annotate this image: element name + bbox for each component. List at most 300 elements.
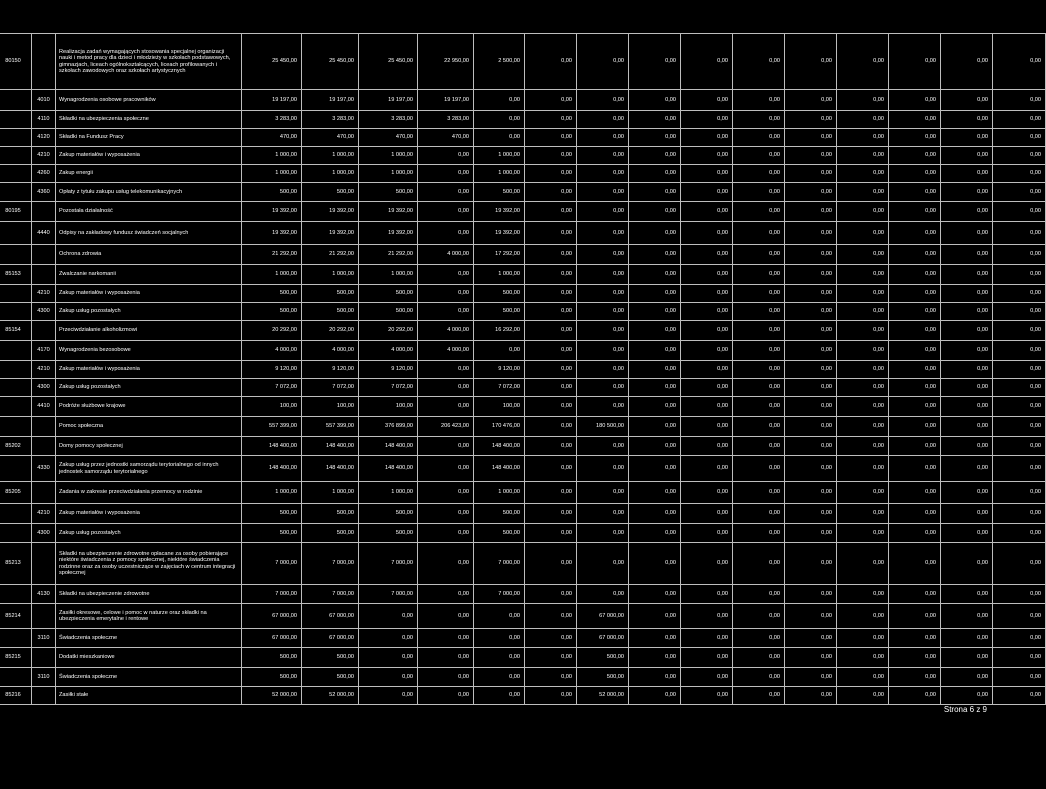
amount-cell: 0,00 [577,361,629,379]
amount-cell: 0,00 [993,222,1046,245]
amount-cell: 0,00 [837,265,889,285]
amount-cell: 0,00 [629,456,681,482]
amount-cell: 0,00 [733,245,785,265]
section-code-cell [0,222,32,245]
amount-cell: 9 120,00 [359,361,418,379]
amount-cell: 25 450,00 [302,34,359,90]
table-row [0,397,1046,417]
amount-cell: 19 197,00 [418,90,474,111]
amount-cell: 0,00 [837,202,889,222]
section-code-cell: 80195 [0,202,32,222]
table-row [0,183,1046,202]
amount-cell: 0,00 [681,202,733,222]
amount-cell: 470,00 [418,129,474,147]
amount-cell: 0,00 [785,648,837,668]
amount-cell: 0,00 [525,397,577,417]
amount-cell: 0,00 [629,222,681,245]
amount-cell: 0,00 [837,361,889,379]
amount-cell: 0,00 [941,202,993,222]
amount-cell: 0,00 [733,147,785,165]
amount-cell: 4 000,00 [418,341,474,361]
amount-cell: 0,00 [785,585,837,604]
amount-cell: 7 072,00 [474,379,525,397]
amount-cell: 0,00 [629,111,681,129]
amount-cell: 0,00 [418,183,474,202]
amount-cell: 0,00 [418,648,474,668]
amount-cell: 0,00 [733,585,785,604]
amount-cell: 0,00 [941,379,993,397]
amount-cell: 3 283,00 [302,111,359,129]
amount-cell: 0,00 [359,687,418,705]
amount-cell: 0,00 [889,34,941,90]
amount-cell: 0,00 [629,543,681,585]
amount-cell: 0,00 [889,456,941,482]
amount-cell: 0,00 [418,504,474,524]
amount-cell: 67 000,00 [302,629,359,648]
amount-cell: 0,00 [889,687,941,705]
amount-cell: 0,00 [837,147,889,165]
amount-cell: 19 197,00 [242,90,302,111]
table-row [0,129,1046,147]
amount-cell: 1 000,00 [302,265,359,285]
amount-cell: 21 292,00 [242,245,302,265]
amount-cell: 0,00 [681,437,733,456]
table-row [0,90,1046,111]
amount-cell: 0,00 [993,524,1046,543]
section-code-cell: 85202 [0,437,32,456]
amount-cell: 0,00 [474,604,525,629]
amount-cell: 0,00 [359,668,418,687]
table-row [0,321,1046,341]
amount-cell: 0,00 [733,321,785,341]
amount-cell: 0,00 [577,202,629,222]
description-cell: Zasiłki stałe [56,687,242,705]
amount-cell: 0,00 [889,482,941,504]
amount-cell: 100,00 [474,397,525,417]
section-code-cell [0,111,32,129]
amount-cell: 67 000,00 [577,629,629,648]
amount-cell: 0,00 [941,303,993,321]
amount-cell: 0,00 [941,648,993,668]
amount-cell: 0,00 [629,504,681,524]
table-row [0,668,1046,687]
amount-cell: 0,00 [418,543,474,585]
amount-cell: 0,00 [418,202,474,222]
amount-cell: 0,00 [785,202,837,222]
amount-cell: 0,00 [577,585,629,604]
amount-cell: 470,00 [302,129,359,147]
amount-cell: 0,00 [733,397,785,417]
section-code-cell [0,183,32,202]
amount-cell: 0,00 [785,303,837,321]
amount-cell: 100,00 [302,397,359,417]
amount-cell: 0,00 [941,604,993,629]
amount-cell: 0,00 [629,129,681,147]
paragraph-code-cell: 4210 [32,147,56,165]
amount-cell: 0,00 [681,34,733,90]
amount-cell: 148 400,00 [359,456,418,482]
amount-cell: 0,00 [941,265,993,285]
amount-cell: 0,00 [785,456,837,482]
amount-cell: 0,00 [837,90,889,111]
paragraph-code-cell: 4300 [32,303,56,321]
amount-cell: 0,00 [577,524,629,543]
description-cell: Domy pomocy społecznej [56,437,242,456]
amount-cell: 0,00 [577,543,629,585]
amount-cell: 0,00 [837,648,889,668]
amount-cell: 0,00 [681,341,733,361]
amount-cell: 0,00 [525,222,577,245]
amount-cell: 17 292,00 [474,245,525,265]
section-code-cell [0,456,32,482]
amount-cell: 0,00 [629,524,681,543]
amount-cell: 470,00 [242,129,302,147]
description-cell: Zakup energii [56,165,242,183]
amount-cell: 0,00 [941,543,993,585]
table-row [0,524,1046,543]
amount-cell: 0,00 [418,285,474,303]
amount-cell: 148 400,00 [302,437,359,456]
amount-cell: 0,00 [941,524,993,543]
amount-cell: 0,00 [681,379,733,397]
description-cell: Zakup usług pozostałych [56,524,242,543]
amount-cell: 0,00 [681,397,733,417]
amount-cell: 0,00 [359,604,418,629]
amount-cell: 0,00 [837,504,889,524]
amount-cell: 0,00 [733,361,785,379]
amount-cell: 0,00 [681,629,733,648]
amount-cell: 1 000,00 [359,265,418,285]
amount-cell: 0,00 [629,341,681,361]
amount-cell: 0,00 [941,183,993,202]
amount-cell: 0,00 [993,111,1046,129]
amount-cell: 500,00 [474,183,525,202]
amount-cell: 0,00 [941,245,993,265]
section-code-cell [0,417,32,437]
section-code-cell [0,303,32,321]
amount-cell: 0,00 [889,629,941,648]
amount-cell: 9 120,00 [242,361,302,379]
amount-cell: 19 392,00 [242,222,302,245]
section-code-cell: 85153 [0,265,32,285]
amount-cell: 0,00 [941,397,993,417]
paragraph-code-cell: 4130 [32,585,56,604]
amount-cell: 0,00 [577,90,629,111]
amount-cell: 0,00 [837,111,889,129]
description-cell: Zakup usług przez jednostki samorządu terytorialnego od innych jednostek samorządu terytorialnego [56,456,242,482]
amount-cell: 500,00 [242,648,302,668]
section-code-cell [0,524,32,543]
amount-cell: 0,00 [941,456,993,482]
amount-cell: 0,00 [837,543,889,585]
amount-cell: 500,00 [302,648,359,668]
amount-cell: 0,00 [525,361,577,379]
amount-cell: 0,00 [941,668,993,687]
amount-cell: 0,00 [837,321,889,341]
amount-cell: 52 000,00 [302,687,359,705]
amount-cell: 52 000,00 [577,687,629,705]
section-code-cell [0,397,32,417]
amount-cell: 0,00 [474,687,525,705]
amount-cell: 0,00 [889,147,941,165]
table-row [0,585,1046,604]
amount-cell: 0,00 [889,668,941,687]
amount-cell: 0,00 [733,417,785,437]
description-cell: Odpisy na zakładowy fundusz świadczeń socjalnych [56,222,242,245]
paragraph-code-cell: 4410 [32,397,56,417]
amount-cell: 0,00 [733,285,785,303]
amount-cell: 0,00 [889,437,941,456]
amount-cell: 0,00 [837,524,889,543]
amount-cell: 0,00 [681,90,733,111]
amount-cell: 500,00 [242,285,302,303]
description-cell: Zakup materiałów i wyposażenia [56,361,242,379]
section-code-cell [0,585,32,604]
amount-cell: 9 120,00 [474,361,525,379]
amount-cell: 0,00 [785,437,837,456]
amount-cell: 500,00 [474,524,525,543]
amount-cell: 0,00 [993,543,1046,585]
page-number: Strona 6 z 9 [943,705,987,714]
amount-cell: 0,00 [733,90,785,111]
amount-cell: 0,00 [837,34,889,90]
amount-cell: 0,00 [889,202,941,222]
amount-cell: 0,00 [733,202,785,222]
amount-cell: 0,00 [733,111,785,129]
description-cell: Pozostała działalność [56,202,242,222]
amount-cell: 0,00 [418,604,474,629]
amount-cell: 0,00 [733,668,785,687]
table-row [0,341,1046,361]
table-row [0,222,1046,245]
table-row [0,379,1046,397]
amount-cell: 0,00 [629,687,681,705]
amount-cell: 0,00 [681,147,733,165]
table-row [0,604,1046,629]
amount-cell: 0,00 [681,524,733,543]
amount-cell: 0,00 [889,90,941,111]
paragraph-code-cell [32,437,56,456]
amount-cell: 7 000,00 [242,543,302,585]
description-cell: Wynagrodzenia bezosobowe [56,341,242,361]
amount-cell: 0,00 [525,543,577,585]
amount-cell: 0,00 [733,504,785,524]
amount-cell: 0,00 [681,129,733,147]
amount-cell: 0,00 [993,183,1046,202]
amount-cell: 0,00 [785,504,837,524]
amount-cell: 0,00 [681,668,733,687]
amount-cell: 19 392,00 [302,202,359,222]
amount-cell: 0,00 [577,397,629,417]
amount-cell: 0,00 [889,183,941,202]
amount-cell: 0,00 [418,265,474,285]
amount-cell: 0,00 [474,341,525,361]
paragraph-code-cell: 4170 [32,341,56,361]
amount-cell: 1 000,00 [242,482,302,504]
amount-cell: 0,00 [993,668,1046,687]
amount-cell: 0,00 [785,111,837,129]
table-row [0,111,1046,129]
amount-cell: 0,00 [681,265,733,285]
amount-cell: 0,00 [941,285,993,303]
amount-cell: 19 392,00 [302,222,359,245]
amount-cell: 0,00 [785,417,837,437]
amount-cell: 0,00 [889,361,941,379]
amount-cell: 0,00 [889,303,941,321]
amount-cell: 20 292,00 [242,321,302,341]
amount-cell: 0,00 [889,543,941,585]
amount-cell: 0,00 [837,165,889,183]
amount-cell: 0,00 [733,129,785,147]
amount-cell: 0,00 [474,111,525,129]
amount-cell: 0,00 [889,265,941,285]
amount-cell: 0,00 [525,147,577,165]
amount-cell: 0,00 [993,648,1046,668]
amount-cell: 0,00 [733,341,785,361]
amount-cell: 0,00 [629,482,681,504]
amount-cell: 1 000,00 [359,147,418,165]
table-row [0,437,1046,456]
description-cell: Ochrona zdrowia [56,245,242,265]
amount-cell: 0,00 [577,456,629,482]
amount-cell: 0,00 [629,437,681,456]
amount-cell: 0,00 [941,129,993,147]
amount-cell: 0,00 [733,379,785,397]
amount-cell: 0,00 [733,265,785,285]
amount-cell: 500,00 [577,648,629,668]
section-code-cell: 85154 [0,321,32,341]
amount-cell: 500,00 [302,504,359,524]
amount-cell: 0,00 [733,165,785,183]
amount-cell: 4 000,00 [418,245,474,265]
amount-cell: 0,00 [418,629,474,648]
amount-cell: 0,00 [785,397,837,417]
amount-cell: 500,00 [474,303,525,321]
amount-cell: 0,00 [733,183,785,202]
amount-cell: 148 400,00 [359,437,418,456]
amount-cell: 0,00 [993,629,1046,648]
amount-cell: 0,00 [629,417,681,437]
amount-cell: 0,00 [577,147,629,165]
amount-cell: 0,00 [993,604,1046,629]
amount-cell: 0,00 [629,183,681,202]
paragraph-code-cell [32,245,56,265]
amount-cell: 0,00 [525,321,577,341]
amount-cell: 19 197,00 [302,90,359,111]
amount-cell: 0,00 [785,604,837,629]
amount-cell: 0,00 [785,165,837,183]
amount-cell: 180 500,00 [577,417,629,437]
amount-cell: 0,00 [629,668,681,687]
amount-cell: 0,00 [577,111,629,129]
amount-cell: 100,00 [359,397,418,417]
section-code-cell [0,341,32,361]
section-code-cell [0,90,32,111]
amount-cell: 0,00 [993,245,1046,265]
amount-cell: 1 000,00 [474,147,525,165]
amount-cell: 500,00 [242,524,302,543]
amount-cell: 0,00 [681,303,733,321]
amount-cell: 21 292,00 [302,245,359,265]
amount-cell: 20 292,00 [359,321,418,341]
amount-cell: 3 283,00 [418,111,474,129]
amount-cell: 0,00 [993,456,1046,482]
amount-cell: 0,00 [993,482,1046,504]
section-code-cell: 85213 [0,543,32,585]
amount-cell: 0,00 [941,629,993,648]
amount-cell: 7 072,00 [359,379,418,397]
amount-cell: 0,00 [733,629,785,648]
amount-cell: 0,00 [525,34,577,90]
amount-cell: 0,00 [733,456,785,482]
amount-cell: 0,00 [629,147,681,165]
amount-cell: 7 000,00 [474,585,525,604]
paragraph-code-cell: 4210 [32,504,56,524]
description-cell: Zakup usług pozostałych [56,379,242,397]
amount-cell: 1 000,00 [474,482,525,504]
section-code-cell: 80150 [0,34,32,90]
amount-cell: 0,00 [785,245,837,265]
amount-cell: 1 000,00 [359,482,418,504]
amount-cell: 0,00 [577,245,629,265]
amount-cell: 0,00 [629,321,681,341]
amount-cell: 557 399,00 [302,417,359,437]
amount-cell: 0,00 [418,456,474,482]
amount-cell: 0,00 [941,482,993,504]
amount-cell: 19 392,00 [474,202,525,222]
amount-cell: 0,00 [418,524,474,543]
amount-cell: 0,00 [629,202,681,222]
paragraph-code-cell: 4300 [32,524,56,543]
amount-cell: 0,00 [733,687,785,705]
amount-cell: 0,00 [889,285,941,303]
amount-cell: 0,00 [629,585,681,604]
paragraph-code-cell: 4260 [32,165,56,183]
paragraph-code-cell: 4330 [32,456,56,482]
amount-cell: 0,00 [525,379,577,397]
amount-cell: 1 000,00 [242,147,302,165]
amount-cell: 0,00 [525,417,577,437]
table-row [0,456,1046,482]
amount-cell: 1 000,00 [242,265,302,285]
amount-cell: 7 000,00 [302,585,359,604]
budget-table [0,33,1046,705]
amount-cell: 0,00 [993,129,1046,147]
amount-cell: 0,00 [941,165,993,183]
table-row [0,687,1046,705]
paragraph-code-cell: 4010 [32,90,56,111]
amount-cell: 0,00 [681,456,733,482]
paragraph-code-cell: 4360 [32,183,56,202]
table-row [0,504,1046,524]
amount-cell: 0,00 [733,34,785,90]
amount-cell: 0,00 [941,585,993,604]
amount-cell: 22 950,00 [418,34,474,90]
amount-cell: 0,00 [785,285,837,303]
amount-cell: 1 000,00 [302,165,359,183]
description-cell: Zakup materiałów i wyposażenia [56,504,242,524]
amount-cell: 500,00 [359,303,418,321]
amount-cell: 0,00 [525,90,577,111]
table-row [0,202,1046,222]
amount-cell: 0,00 [993,379,1046,397]
amount-cell: 148 400,00 [302,456,359,482]
amount-cell: 0,00 [785,183,837,202]
amount-cell: 100,00 [242,397,302,417]
description-cell: Dodatki mieszkaniowe [56,648,242,668]
description-cell: Zakup materiałów i wyposażenia [56,147,242,165]
table-row [0,648,1046,668]
